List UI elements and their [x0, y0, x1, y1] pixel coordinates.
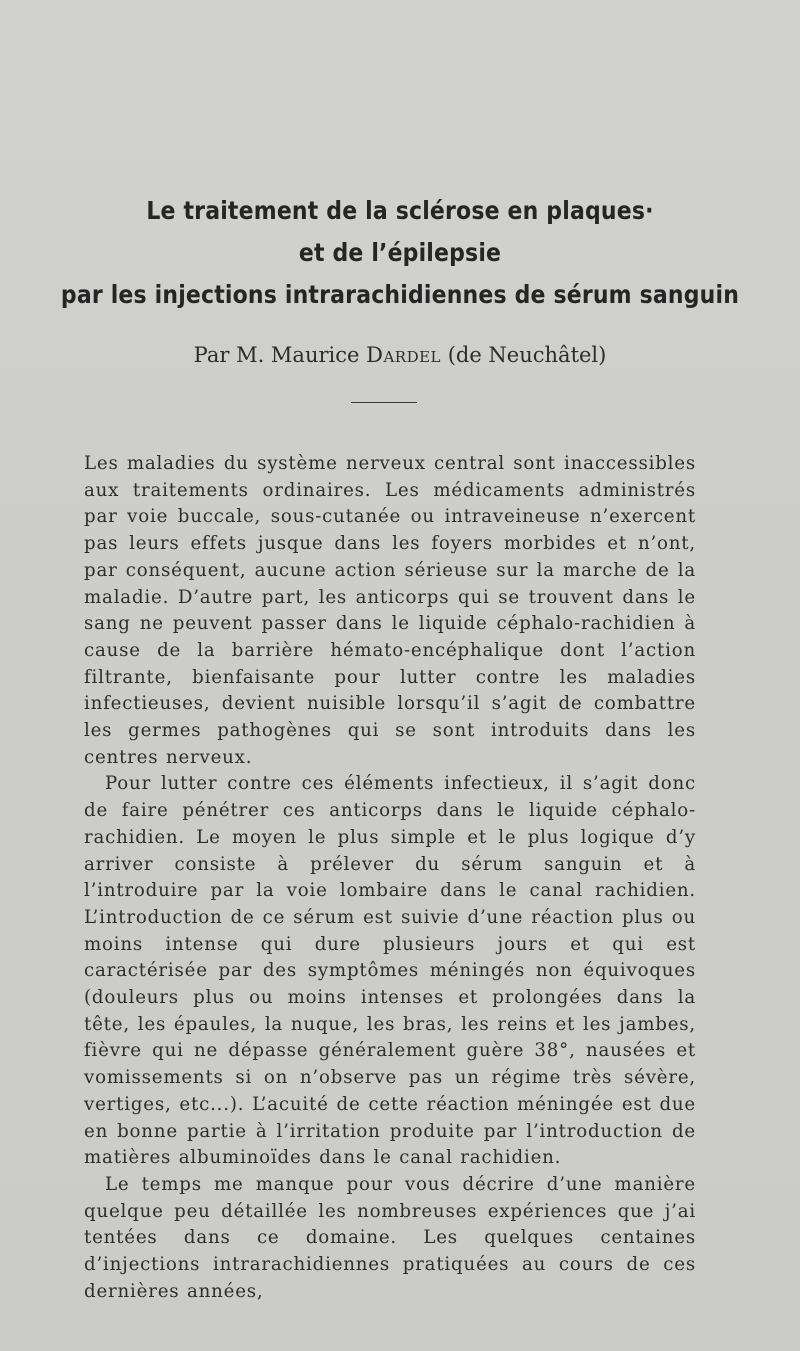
body-paragraph-2: Pour lutter contre ces éléments infectieux, il s’agit donc de faire pénétrer ces anticorps dans le liquide céphalo-rachidien. Le moyen le plus simple et le plus logique d’y arriver consiste à prélever du sérum sanguin et à l’introduire par la voie lombaire dans le canal rachidien. L’introduction de ce sérum est suivie d’une réaction plus ou moins intense qui dure plusieurs jours et qui est caractérisée par des symptômes méningés non équivoques (douleurs plus ou moins intenses et prolongées dans la tête, les épaules, la nuque, les bras, les reins et les jambes, fièvre qui ne dépasse généralement guère 38°, nausées et vomissements si on n’observe pas un régime très sévère, vertiges, etc...). L’acuité de cette réaction méningée est due en bonne partie à l’irritation produite par l’introduction de matières albuminoïdes dans le canal rachidien. [84, 773, 696, 1169]
body-paragraph-1: Les maladies du système nerveux central sont inaccessibles aux traitements ordinaires. Les médicaments administrés par voie buccale, sous-cutanée ou intraveineuse n’exercent pas leurs effets jusque dans les foyers morbides et n’ont, par conséquent, aucune action sérieuse sur la marche de la maladie. D’autre part, les anticorps qui se trouvent dans le sang ne peuvent passer dans le liquide céphalo-rachidien à cause de la barrière hémato-encéphalique dont l’action filtrante, bienfaisante pour lutter contre les maladies infectieuses, devient nuisible lorsqu’il s’agit de combattre les germes pathogènes qui se sont introduits dans les centres nerveux. [84, 453, 696, 768]
author-surname: Dardel [366, 343, 442, 367]
body-paragraph-3: Le temps me manque pour vous décrire d’une manière quelque peu détaillée les nombreuses expériences que j’ai tentées dans ce domaine. Les quelques centaines d’injections intrarachidiennes pratiquées au cours de ces dernières années, [84, 1173, 696, 1302]
article-title-line-3: par les injections intrarachidiennes de sérum sanguin [60, 280, 740, 309]
title-separator-rule [351, 402, 417, 403]
article-title-line-2: et de l’épilepsie [298, 238, 502, 267]
byline-suffix: (de Neuchâtel) [441, 343, 607, 367]
article-body [84, 451, 696, 1306]
article-title-line-1: Le traitement de la sclérose en plaques· [146, 196, 654, 225]
byline-prefix: Par M. Maurice [193, 343, 360, 367]
author-byline [0, 340, 800, 370]
